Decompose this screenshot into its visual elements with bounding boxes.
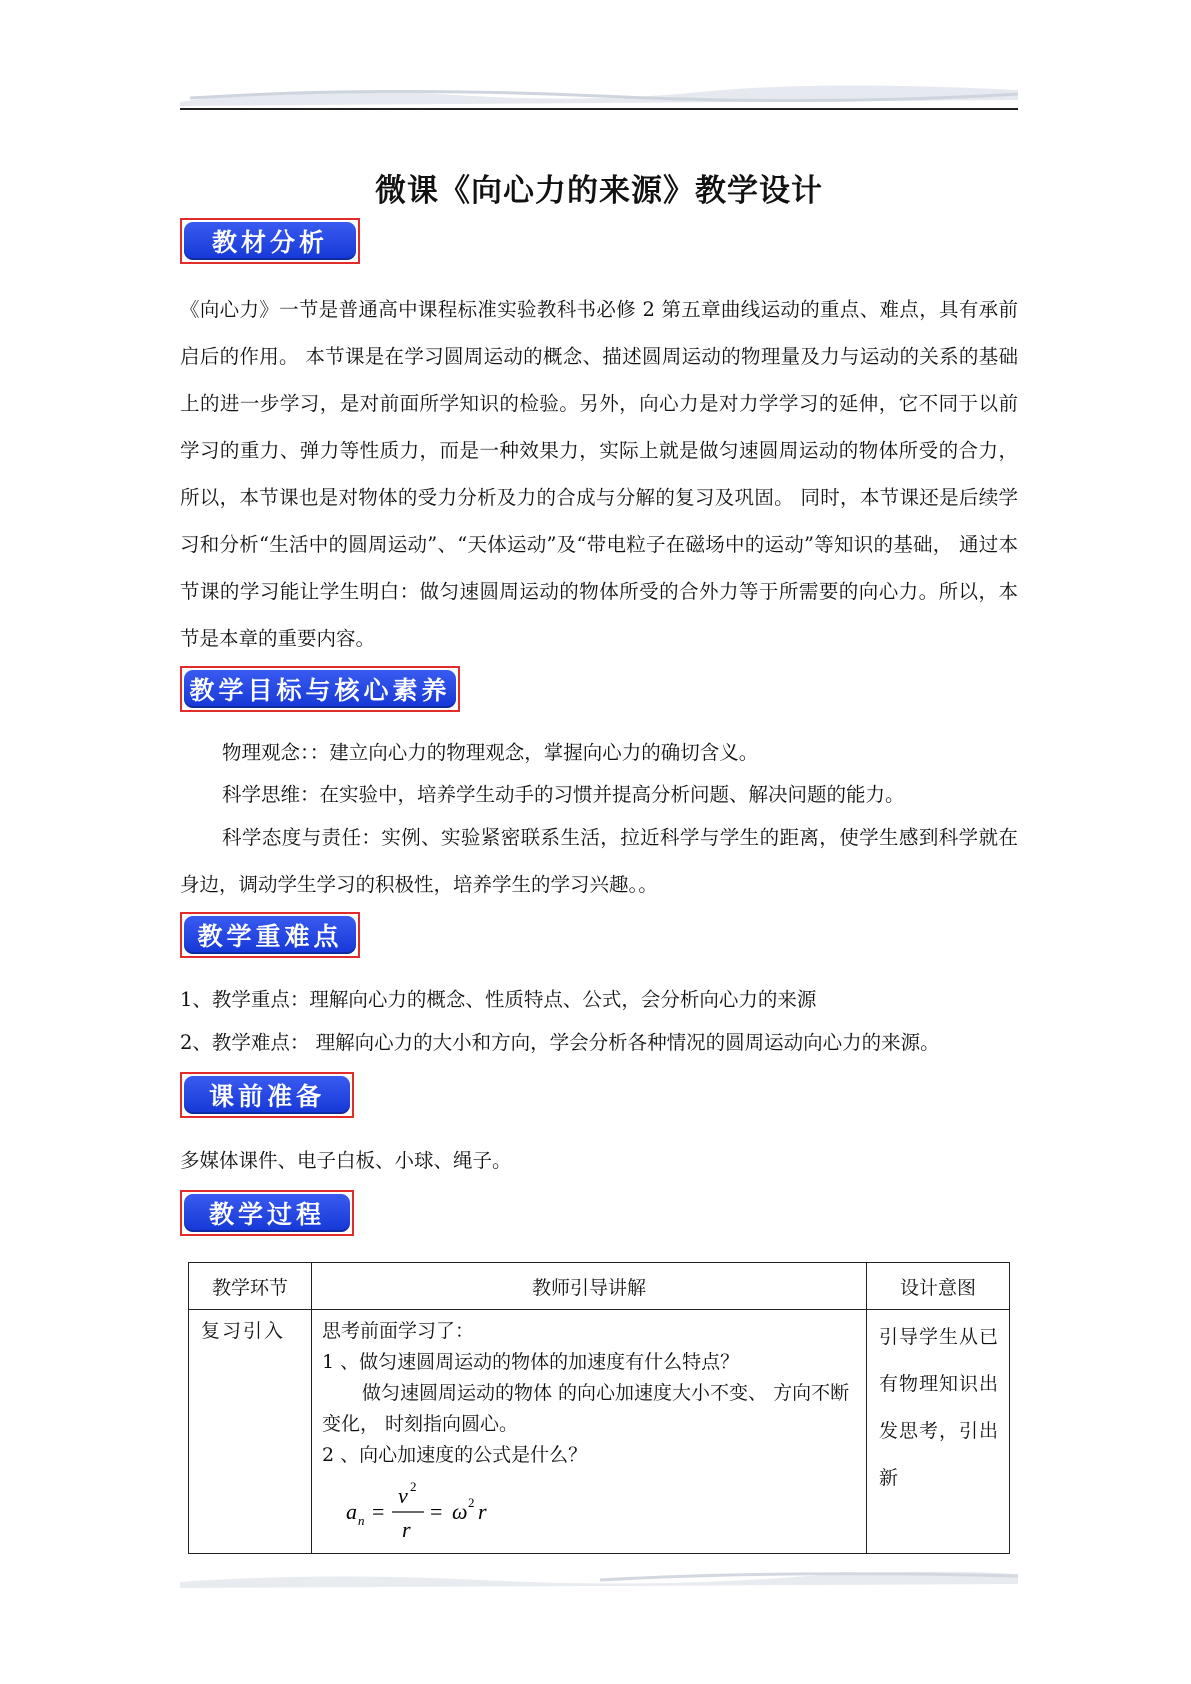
formula-a: a [346, 1499, 357, 1524]
section-badge-label: 教学目标与核心素养 [184, 670, 456, 708]
cell-intent: 引导学生从已有物理知识出发思考，引出新 [867, 1310, 1010, 1554]
centripetal-acceleration-formula [322, 1473, 542, 1543]
header-intent: 设计意图 [867, 1263, 1010, 1310]
header-stage: 教学环节 [189, 1263, 312, 1310]
page-title: 微课《向心力的来源》教学设计 [375, 173, 823, 209]
formula-omega: ω [452, 1499, 468, 1524]
formula-sub-n: n [358, 1513, 365, 1528]
footer-decoration [180, 1568, 1018, 1590]
formula-r-denominator: r [402, 1517, 411, 1542]
formula-omega-sup: 2 [468, 1495, 475, 1510]
section-badge-label: 教材分析 [184, 222, 356, 260]
section-badge-label: 教学重难点 [184, 916, 356, 954]
formula-r: r [478, 1499, 487, 1524]
goal-physics-concept: 物理观念：：建立向心力的物理观念，掌握向心力的确切含义。 [222, 741, 759, 764]
difficult-point: 2、教学难点： 理解向心力的大小和方向，学会分析各种情况的圆周运动向心力的来源。 [180, 1031, 940, 1054]
teaching-process-table [188, 1262, 1010, 1554]
formula-v: v [398, 1483, 408, 1508]
table-row [189, 1310, 1010, 1554]
formula-eq-2: = [430, 1499, 443, 1524]
header-guide: 教师引导讲解 [312, 1263, 867, 1310]
analysis-paragraph: 《向心力》一节是普通高中课程标准实验教科书必修 2 第五章曲线运动的重点、难点，具有承前启后的作用。 本节课是在学习圆周运动的概念、描述圆周运动的物理量及力与运动的关系的基础上的进一步学习，是对前面所学知识的检验。另外，向心力是对力学学习的延伸，它不同于以前学习的重力、弹力等性质力，而是一种效果力，实际上就是做匀速圆周运动的物体所受的合力，所以，本节课也是对物体的受力分析及力的合成与分解的复习及巩固。 同时，本节课还是后续学习和分析“生活中的圆周运动”、“天体运动”及“带电粒子在磁场中的运动”等知识的基础， 通过本节课的学习能让学生明白：做匀速圆周运动的物体所受的合外力等于所需要的向心力。所以，本节是本章的重要内容。 [180, 298, 1018, 650]
section-badge-keypoints [180, 912, 360, 958]
table-header-row [189, 1263, 1010, 1310]
guide-line: 1 、做匀速圆周运动的物体的加速度有什么特点？ [322, 1351, 740, 1373]
section-badge-process [180, 1190, 354, 1236]
formula-v-sup: 2 [410, 1479, 417, 1494]
cell-guide [312, 1310, 867, 1554]
key-point: 1、教学重点：理解向心力的概念、性质特点、公式，会分析向心力的来源 [180, 988, 817, 1011]
section-badge-label: 教学过程 [184, 1194, 350, 1232]
goal-scientific-thinking: 科学思维：在实验中，培养学生动手的习惯并提高分析问题、解决问题的能力。 [222, 783, 905, 806]
section-badge-prep [180, 1072, 354, 1118]
section-badge-analysis [180, 218, 360, 264]
section-badge-label: 课前准备 [184, 1076, 350, 1114]
formula-eq-1: = [372, 1499, 385, 1524]
prep-materials: 多媒体课件、电子白板、小球、绳子。 [180, 1149, 512, 1172]
guide-line: 做匀速圆周运动的物体 的向心加速度大小不变、 方向不断变化， 时刻指向圆心。 [322, 1382, 850, 1435]
goal-scientific-attitude: 科学态度与责任：实例、实验紧密联系生活，拉近科学与学生的距离，使学生感到科学就在身边，调动学生学习的积极性，培养学生的学习兴趣。。 [180, 826, 1018, 896]
header-rule [180, 108, 1018, 110]
guide-line: 2 、向心加速度的公式是什么？ [322, 1444, 588, 1466]
section-badge-goals [180, 666, 460, 712]
cell-stage: 复习引入 [189, 1310, 312, 1554]
guide-line: 思考前面学习了： [322, 1320, 475, 1342]
header-decoration [180, 80, 1018, 108]
